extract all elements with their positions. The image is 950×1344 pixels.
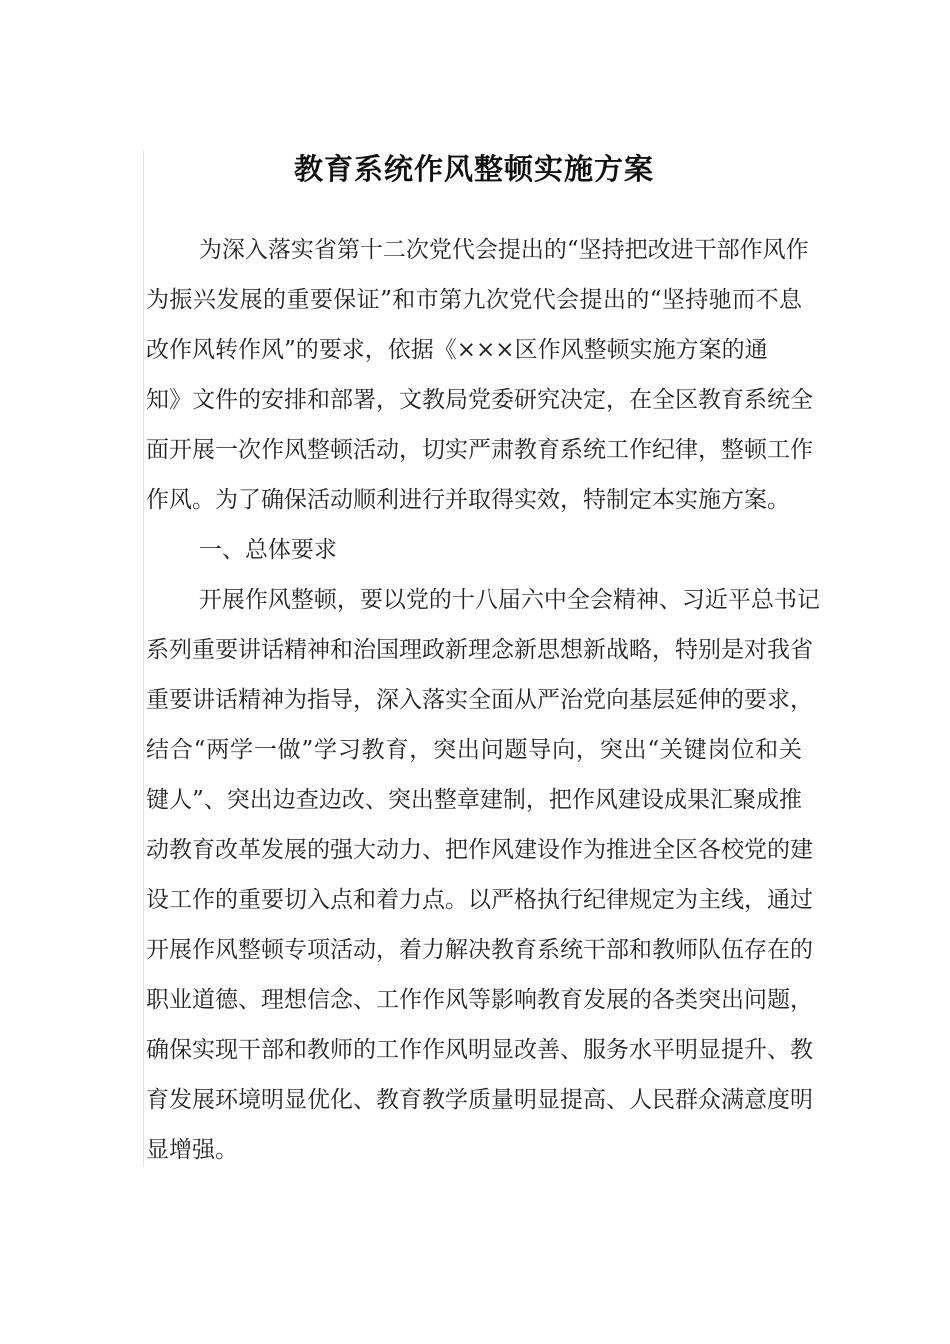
document-line: 改作风转作风”的要求，依据《×××区作风整顿实施方案的通 <box>146 337 768 363</box>
document-line: 开展作风整顿专项活动，着力解决教育系统干部和教师队伍存在的 <box>146 937 813 963</box>
document-line: 重要讲话精神为指导，深入落实全面从严治党向基层延伸的要求， <box>146 687 813 713</box>
text-block-left-guide <box>143 150 144 1167</box>
document-line: 设工作的重要切入点和着力点。以严格执行纪律规定为主线，通过 <box>146 887 813 913</box>
section-heading: 一、总体要求 <box>198 537 337 563</box>
document-line: 为深入落实省第十二次党代会提出的“坚持把改进干部作风作 <box>198 237 809 263</box>
document-line: 作风。为了确保活动顺利进行并取得实效，特制定本实施方案。 <box>146 487 790 513</box>
document-line: 知》文件的安排和部署，文教局党委研究决定，在全区教育系统全 <box>146 387 813 413</box>
document-body <box>146 0 820 1175</box>
document-line: 职业道德、理想信念、工作作风等影响教育发展的各类突出问题， <box>146 987 813 1013</box>
document-line: 显增强。 <box>146 1137 238 1163</box>
document-line: 结合“两学一做”学习教育，突出问题导向，突出“关键岗位和关 <box>146 737 802 763</box>
document-line: 确保实现干部和教师的工作作风明显改善、服务水平明显提升、教 <box>146 1037 813 1063</box>
document-line: 系列重要讲话精神和治国理政新理念新思想新战略，特别是对我省 <box>146 637 813 663</box>
document-line: 为振兴发展的重要保证”和市第九次党代会提出的“坚持驰而不息 <box>146 287 802 313</box>
document-line: 动教育改革发展的强大动力、把作风建设作为推进全区各校党的建 <box>146 837 813 863</box>
document-line: 开展作风整顿，要以党的十八届六中全会精神、习近平总书记 <box>198 587 820 613</box>
document-text-block <box>146 225 820 1175</box>
document-title: 教育系统作风整顿实施方案 <box>293 152 654 186</box>
document-line: 键人”、突出边查边改、突出整章建制，把作风建设成果汇聚成推 <box>146 787 802 813</box>
document-line: 面开展一次作风整顿活动，切实严肃教育系统工作纪律，整顿工作 <box>146 437 813 463</box>
document-line: 育发展环境明显优化、教育教学质量明显提高、人民群众满意度明 <box>146 1087 813 1113</box>
